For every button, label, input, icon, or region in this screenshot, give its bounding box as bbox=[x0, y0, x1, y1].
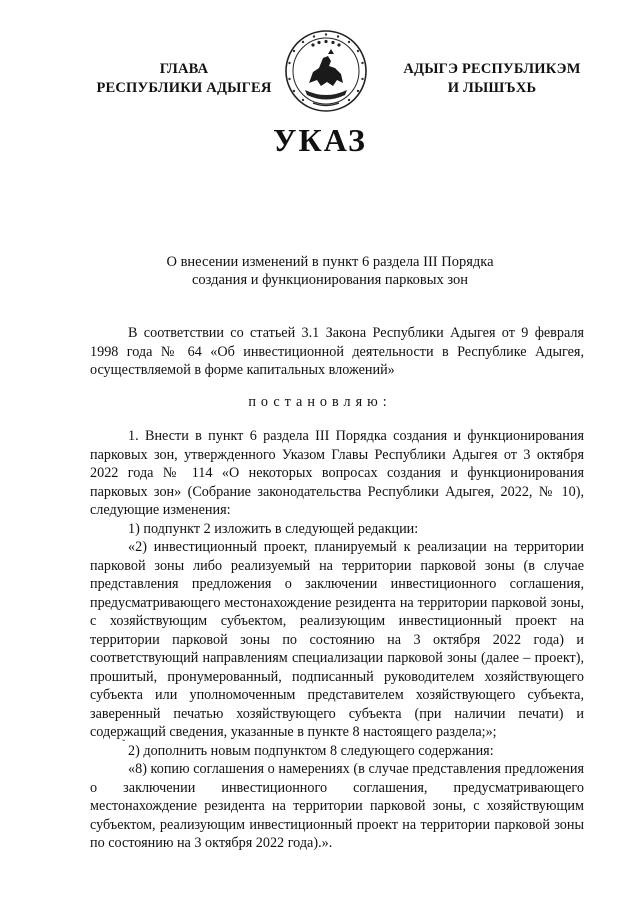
decree-word: постановляю: bbox=[248, 394, 392, 410]
margin-mark: ˇ bbox=[122, 739, 126, 750]
header-left-line1: ГЛАВА bbox=[159, 61, 209, 77]
paragraph-1: 1. Внести в пункт 6 раздела III Порядка создания и функционирования парковых зон, утвержденного Указом Главы Республики Адыгея от 3 октября 2022 года № 114 «О некоторых вопросах создания и функционирования парковых зон» (Собрание законодательства Республики Адыгея, 2022, № 10), следующие изменения: bbox=[90, 428, 584, 518]
paragraph-3: «2) инвестиционный проект, планируемый к реализации на территории парковой зоны либо реализуемый на территории парковой зоны (в случае представления предложения о заключении инвестиционного соглашения, предусматривающего местонахождение резидента на территории парковой зоны, с хозяйствующим субъектом, реализующим инвестиционный проект на территории парковой зоны по состоянию на 3 октября 2022 года) и соответствующий направлениям специализации парковой зоны (далее – проект), прошитый, пронумерованный, подписанный руководителем хозяйствующего субъекта или уполномоченным представителем хозяйствующего субъекта, заверенный печатью хозяйствующего субъекта (при наличии печати) и содержащий сведения, указанные в пункте 8 настоящего раздела;»; bbox=[90, 539, 584, 740]
paragraph-2: 1) подпункт 2 изложить в следующей редакции: bbox=[128, 520, 419, 537]
header-right-line1: АДЫГЭ РЕСПУБЛИКЭМ bbox=[403, 61, 581, 77]
coat-of-arms-icon bbox=[283, 28, 369, 114]
header-left bbox=[84, 60, 284, 98]
paragraph-4: 2) дополнить новым подпунктом 8 следующего содержания: bbox=[128, 742, 494, 759]
header-right bbox=[392, 60, 592, 98]
header-right-line2: И ЛЫШЪХЬ bbox=[447, 80, 537, 96]
decree-body bbox=[90, 427, 584, 853]
document-subject bbox=[120, 253, 540, 289]
subject-line1: О внесении изменений в пункт 6 раздела III Порядка bbox=[166, 254, 494, 270]
subject-line2: создания и функционирования парковых зон bbox=[191, 272, 469, 288]
header-left-line2: РЕСПУБЛИКИ АДЫГЕЯ bbox=[96, 80, 272, 96]
paragraph-5: «8) копию соглашения о намерениях (в случае представления предложения о заключении инвестиционного соглашения, предусматривающего местонахождение резидента на территории парковой зоны, с хозяйствующим субъектом, реализующим инвестиционный проект на территории парковой зоны по состоянию на 3 октября 2022 года).». bbox=[90, 761, 584, 851]
preamble bbox=[90, 324, 584, 380]
document-title: УКАЗ bbox=[273, 122, 367, 158]
preamble-text: В соответствии со статьей 3.1 Закона Республики Адыгея от 9 февраля 1998 года № 64 «Об инвестиционной деятельности в Республике Адыгея, осуществляемой в форме капитальных вложений» bbox=[90, 325, 584, 378]
